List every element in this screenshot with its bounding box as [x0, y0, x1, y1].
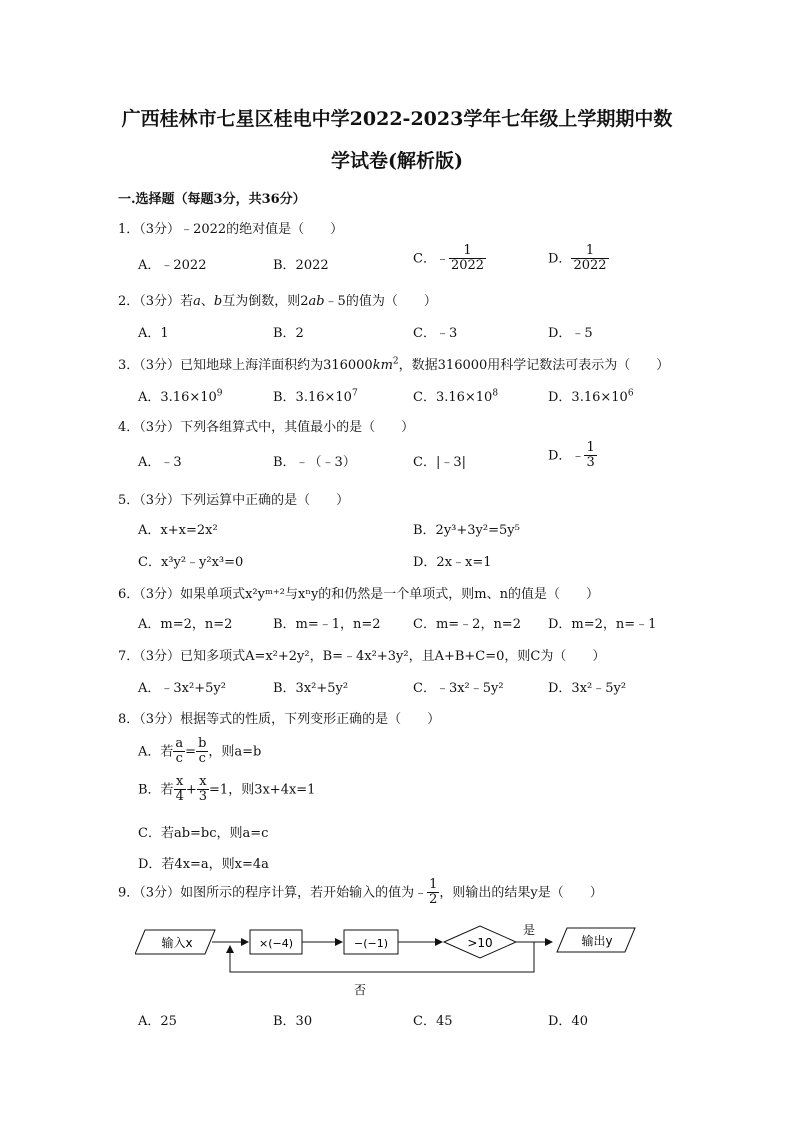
question-8: 8．（3分）根据等式的性质，下列变形正确的是（ ）	[118, 712, 441, 727]
q8-option-d: D．若4x=a，则x=4a	[138, 857, 269, 872]
q5-option-c: C．x³y²﹣y²x³=0	[138, 555, 244, 570]
q8-option-c: C．若ab=bc，则a=c	[138, 826, 269, 841]
q6-option-d: D．m=2，n=﹣1	[548, 617, 657, 632]
question-1: 1．（3分）﹣2022的绝对值是（ ）	[118, 222, 344, 237]
q5-option-d: D．2x﹣x=1	[413, 555, 492, 570]
q9-option-d: D．40	[548, 1014, 588, 1029]
q7-option-c: C．﹣3x²﹣5y²	[413, 681, 504, 696]
title-line-2: 学试卷(解析版)	[331, 150, 463, 172]
question-2: 2．（3分）若a、b互为倒数，则2ab﹣5的值为（ ）	[118, 294, 437, 309]
question-3: 3．（3分）已知地球上海洋面积约为$316000km^2$，数据316000用科学记数法可表示为（ ）	[118, 356, 670, 373]
q9-option-b: B．30	[273, 1014, 313, 1029]
q2-option-b: B．2	[273, 326, 304, 341]
flow-input-label: 输入x	[161, 936, 193, 950]
question-6: 6．（3分）如果单项式x²yᵐ⁺²与xⁿy的和仍然是一个单项式，则m、n的值是（ ）	[118, 587, 599, 602]
q6-option-c: C．m=﹣2，n=2	[413, 617, 521, 632]
question-9: 9．（3分）如图所示的程序计算，若开始输入的值为﹣ $\frac{1}{2}$ ，则输出的结果y是（ ）	[118, 877, 603, 908]
q2-option-a: A．1	[138, 326, 169, 341]
q2-option-d: D．﹣5	[548, 326, 593, 341]
flow-step-multiply-label: ×(−4)	[258, 937, 294, 950]
q1-option-b: B．2022	[273, 258, 329, 273]
q8-option-a: A．若 $\frac{a}{c}$ = $\frac{b}{c}$ ，则a=b	[138, 736, 262, 767]
flow-output-label: 输出y	[581, 934, 613, 948]
flow-no-label: 否	[353, 983, 367, 997]
q4-option-b: B．﹣（﹣3）	[273, 455, 356, 470]
q1-option-d: D． $\frac{1}{2022}$	[548, 243, 607, 274]
q9-option-c: C．45	[413, 1014, 453, 1029]
q1-option-c: C．﹣ $\frac{1}{2022}$	[413, 243, 485, 274]
section-heading: 一.选择题（每题3分，共36分）	[118, 192, 306, 207]
q7-option-a: A．﹣3x²+5y²	[138, 681, 226, 696]
q4-option-a: A．﹣3	[138, 455, 182, 470]
title-line-1: 广西桂林市七星区桂电中学2022-2023学年七年级上学期期中数	[121, 108, 673, 130]
q9-option-a: A．25	[138, 1014, 177, 1029]
q3-option-c: C．$3.16\times 10^8$	[413, 388, 499, 405]
q7-option-d: D．3x²﹣5y²	[548, 681, 627, 696]
flowchart	[135, 920, 655, 1004]
question-5: 5．（3分）下列运算中正确的是（ ）	[118, 493, 350, 508]
question-7: 7．（3分）已知多项式A=x²+2y²，B=﹣4x²+3y²，且A+B+C=0，则C为（ ）	[118, 649, 606, 664]
q3-option-a: A．$3.16\times 10^9$	[138, 388, 223, 405]
q3-option-b: B．$3.16\times 10^7$	[273, 388, 358, 405]
q5-option-b: B．2y³+3y²=5y⁵	[413, 523, 520, 538]
flow-condition-label: >10	[467, 936, 493, 950]
q5-option-a: A．x+x=2x²	[138, 523, 218, 538]
flow-step-subtract-label: −(−1)	[353, 937, 389, 950]
question-4: 4．（3分）下列各组算式中，其值最小的是（ ）	[118, 420, 415, 435]
q4-option-d: D．﹣ $\frac{1}{3}$	[548, 440, 595, 471]
q6-option-b: B．m=﹣1，n=2	[273, 617, 381, 632]
q3-option-d: D．$3.16\times 10^6$	[548, 388, 634, 405]
q4-option-c: C．|﹣3|	[413, 455, 466, 470]
q8-option-b: B．若 $\frac{x}{4}$ + $\frac{x}{3}$ =1，则3x+4x=1	[138, 774, 316, 805]
q1-option-a: A．﹣2022	[138, 258, 207, 273]
q7-option-b: B．3x²+5y²	[273, 681, 349, 696]
flow-yes-label: 是	[522, 923, 536, 937]
q6-option-a: A．m=2，n=2	[138, 617, 233, 632]
q2-option-c: C．﹣3	[413, 326, 458, 341]
